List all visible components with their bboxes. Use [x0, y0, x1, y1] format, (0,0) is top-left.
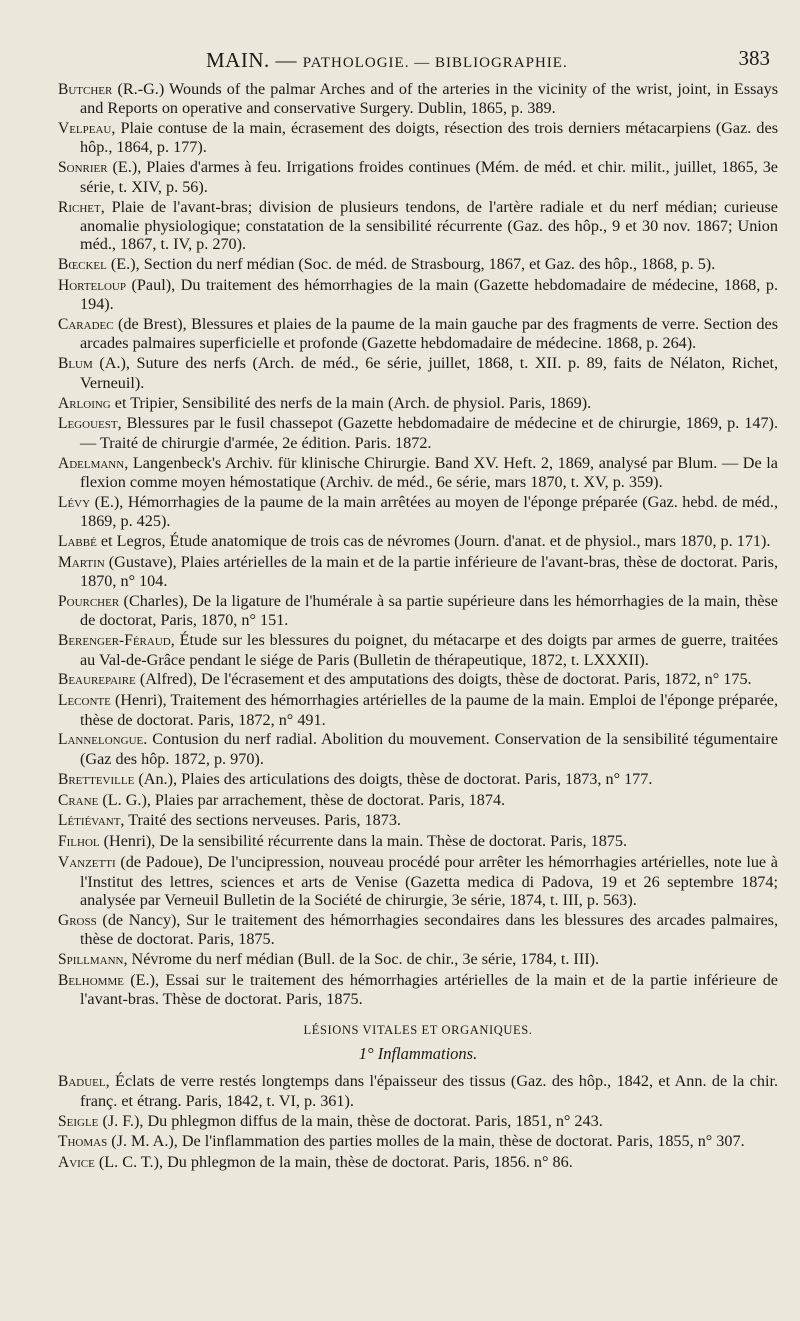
entry-author: Leconte	[58, 692, 111, 710]
entry-text: (E.), Plaies d'armes à feu. Irrigations froides continues (Mém. de méd. et chir. milit., juillet, 1865, 3e série, t. XIV, p. 56).	[80, 158, 778, 196]
entry-text: (de Brest), Blessures et plaies de la paume de la main gauche par des fragments de verre. Section des arcades palmaires superficielle et profonde (Gazette hebdomadaire de médecine. 1868, p. 264).	[80, 315, 778, 353]
entry-text: , Plaie contuse de la main, écrasement des doigts, résection des trois derniers métacarpiens (Gaz. des hôp., 1864, p. 177).	[80, 119, 778, 157]
entry-text: (R.-G.) Wounds of the palmar Arches and of the arteries in the vicinity of the wrist, joint, in Essays and Reports on operative and conservative Surgery. Dublin, 1865, p. 389.	[80, 80, 778, 118]
entry-author: Butcher	[58, 81, 113, 98]
entry-author: Thomas	[58, 1133, 108, 1151]
entry-text: , Blessures par le fusil chassepot (Gazette hebdomadaire de médecine et de chirurgie, 1869, p. 147). — Traité de chirurgie d'armée, 2e édition. Paris. 1872.	[80, 414, 778, 452]
entry-author: Seigle	[58, 1112, 99, 1130]
entry-author: Spillmann	[58, 950, 124, 968]
bibliography-entry	[58, 532, 778, 551]
bibliography-entry	[58, 811, 778, 830]
bibliography-entry	[58, 770, 778, 789]
entry-text: et Tripier, Sensibilité des nerfs de la main (Arch. de physiol. Paris, 1869).	[110, 393, 592, 412]
bibliography-entry	[58, 971, 778, 1009]
entry-text: (Gustave), Plaies artérielles de la main et de la partie inférieure de l'avant-bras, thèse de doctorat. Paris, 1870, n° 104.	[80, 552, 778, 591]
bibliography-entry	[58, 394, 778, 413]
entry-author: Létiévant	[58, 812, 121, 830]
bibliography-entry	[58, 553, 778, 591]
entry-author: Baduel	[58, 1073, 106, 1091]
entry-author: Pourcher	[58, 593, 120, 611]
entry-text: (Henri), De la sensibilité récurrente dans la main. Thèse de doctorat. Paris, 1875.	[99, 832, 628, 851]
entry-text: (E.), Hémorrhagies de la paume de la main arrêtées au moyen de l'éponge préparée (Gaz. hebd. de méd., 1869, p. 425).	[80, 492, 778, 531]
entry-text: (An.), Plaies des articulations des doigts, thèse de doctorat. Paris, 1873, n° 177.	[134, 769, 653, 788]
entry-text: , Étude sur les blessures du poignet, du métacarpe et des doigts par armes de guerre, traitées au Val-de-Grâce pendant le siége de Paris (Bulletin de thérapeutique, 1872, t. LXXXII).	[80, 631, 778, 669]
entry-author: Filhol	[58, 833, 100, 851]
entry-text: (E.), Essai sur le traitement des hémorrhagies artérielles de la main et de la partie inférieure de l'avant-bras. Thèse de doctorat. Paris, 1875.	[80, 970, 778, 1009]
entry-text: (Paul), Du traitement des hémorrhagies de la main (Gazette hebdomadaire de médecine, 1868, p. 194).	[80, 275, 778, 314]
entry-text: (A.), Suture des nerfs (Arch. de méd., 6e série, juillet, 1868, t. XII. p. 89, faits de Nélaton, Richet, Verneuil).	[80, 354, 778, 392]
bibliography-entry	[58, 454, 778, 492]
entry-author: Gross	[58, 911, 97, 929]
entry-author: Richet	[58, 198, 101, 216]
subsection-title: 1° Inflammations.	[358, 1044, 478, 1064]
entry-author: Vanzetti	[58, 854, 116, 872]
entry-author: Adelmann	[58, 454, 125, 472]
running-title	[206, 48, 568, 73]
bibliography-entry	[58, 80, 778, 118]
entry-text: (J. F.), Du phlegmon diffus de la main, thèse de doctorat. Paris, 1851, n° 243.	[98, 1111, 603, 1130]
bibliography-entry	[58, 853, 778, 909]
entry-author: Caradec	[58, 316, 114, 334]
running-header	[58, 44, 778, 80]
bibliography-entry	[58, 1132, 778, 1151]
entry-text: , Névrome du nerf médian (Bull. de la Soc. de chir., 3e série, 1784, t. III).	[123, 949, 600, 968]
running-title-sub: PATHOLOGIE. — BIBLIOGRAPHIE.	[302, 55, 568, 71]
bibliography-entry	[58, 791, 778, 810]
entry-text: (E.), Section du nerf médian (Soc. de méd. de Strasbourg, 1867, et Gaz. des hôp., 1868, p. 5).	[106, 255, 716, 274]
entry-author: Legouest	[58, 415, 118, 433]
bibliography-entry	[58, 670, 778, 689]
entry-author: Bretteville	[58, 770, 135, 788]
bibliography-entry	[58, 1153, 778, 1172]
entry-author: Berenger-Féraud	[58, 632, 171, 650]
bibliography-entry	[58, 414, 778, 452]
entry-text: , Traité des sections nerveuses. Paris, 1873.	[120, 811, 401, 830]
bibliography-entry	[58, 158, 778, 196]
entry-author: Crane	[58, 791, 99, 809]
bibliography-entry	[58, 911, 778, 949]
bibliography-entry	[58, 631, 778, 669]
entry-author: Martin	[58, 553, 105, 571]
bibliography-entry	[58, 832, 778, 851]
entry-text: , Plaie de l'avant-bras; division de plusieurs tendons, de l'artère radiale et du nerf médian; curieuse anomalie physiologique; constatation de la sensibilité récurrente (Gaz. des hôp., 9 et 30 nov. 1867; Union méd., 1867, t. IV, p. 270).	[80, 197, 778, 254]
bibliography-entry	[58, 315, 778, 353]
entry-author: Labbé	[58, 532, 97, 550]
entry-author: Horteloup	[58, 276, 126, 294]
entry-text: (Henri), Traitement des hémorrhagies artérielles de la paume de la main. Emploi de l'éponge préparée, thèse de doctorat. Paris, 1872, n° 491.	[80, 691, 778, 729]
bibliography-entry	[58, 730, 778, 768]
entry-author: Belhomme	[58, 971, 124, 989]
bibliography-entry	[58, 1072, 778, 1110]
bibliography-entry	[58, 255, 778, 274]
entry-text: (Charles), De la ligature de l'humérale à sa partie supérieure dans les hémorrhagies de la main, thèse de doctorat, Paris, 1870, n° 151.	[80, 592, 778, 630]
entry-text: (J. M. A.), De l'inflammation des parties molles de la main, thèse de doctorat. Paris, 1855, n° 307.	[107, 1132, 745, 1151]
page-number: 383	[738, 46, 770, 70]
entry-author: Lévy	[58, 493, 91, 511]
entry-text: , Langenbeck's Archiv. für klinische Chirurgie. Band XV. Heft. 2, 1869, analysé par Blum. — De la flexion comme moyen hémostatique (Archiv. de méd., 6e série, mars 1870, t. XV, p. 359).	[80, 453, 778, 491]
bibliography-entry	[58, 119, 778, 157]
running-title-main: MAIN. —	[206, 48, 303, 72]
bibliography-entry	[58, 1112, 778, 1131]
entry-text: (Alfred), De l'écrasement et des amputations des doigts, thèse de doctorat. Paris, 1872, n° 175.	[135, 670, 752, 689]
entry-author: Beaurepaire	[58, 671, 136, 689]
entry-text: (de Padoue), De l'uncipression, nouveau procédé pour arrêter les hémorrhagies artérielles, note lue à l'Institut des lettres, sciences et arts de Venise (Gazetta medica di Padova, 19 et 26 septembre 1874; analysée par Verneuil Bulletin de la Société de chirurgie, 3e série, 1874, t. III, p. 563).	[80, 853, 778, 909]
entry-text: (L. C. T.), Du phlegmon de la main, thèse de doctorat. Paris, 1856. n° 86.	[94, 1153, 573, 1172]
bibliography-entry	[58, 691, 778, 729]
bibliography-entry	[58, 950, 778, 969]
entry-author: Bœckel	[58, 256, 107, 274]
bibliography-list	[58, 80, 778, 1008]
entry-text: , Éclats de verre restés longtemps dans l'épaisseur des tissus (Gaz. des hôp., 1842, et Ann. de la chir. franç. et étrang. Paris, 1842, t. VI, p. 361).	[80, 1072, 778, 1110]
bibliography-entry	[58, 354, 778, 392]
entry-text: et Legros, Étude anatomique de trois cas de névromes (Journ. d'anat. et de physiol., mars 1870, p. 171).	[96, 531, 771, 550]
entry-author: Avice	[58, 1154, 95, 1172]
section-title: LÉSIONS VITALES ET ORGANIQUES.	[303, 1023, 533, 1038]
bibliography-list-inflammations	[58, 1072, 778, 1172]
entry-text: (L. G.), Plaies par arrachement, thèse de doctorat. Paris, 1874.	[98, 790, 506, 809]
bibliography-entry	[58, 276, 778, 314]
entry-author: Lannelongue	[58, 731, 144, 749]
entry-author: Arloing	[58, 394, 111, 412]
bibliography-entry	[58, 493, 778, 531]
bibliography-entry	[58, 592, 778, 630]
entry-text: (de Nancy), Sur le traitement des hémorrhagies secondaires dans les blessures des arcades palmaires, thèse de doctorat. Paris, 1875.	[80, 910, 778, 949]
entry-author: Blum	[58, 355, 93, 373]
entry-author: Velpeau	[58, 120, 112, 138]
entry-text: . Contusion du nerf radial. Abolition du mouvement. Conservation de la sensibilité tégumentaire (Gaz des hôp. 1872, p. 970).	[80, 730, 778, 768]
bibliography-entry	[58, 198, 778, 254]
entry-author: Sonrier	[58, 159, 108, 177]
